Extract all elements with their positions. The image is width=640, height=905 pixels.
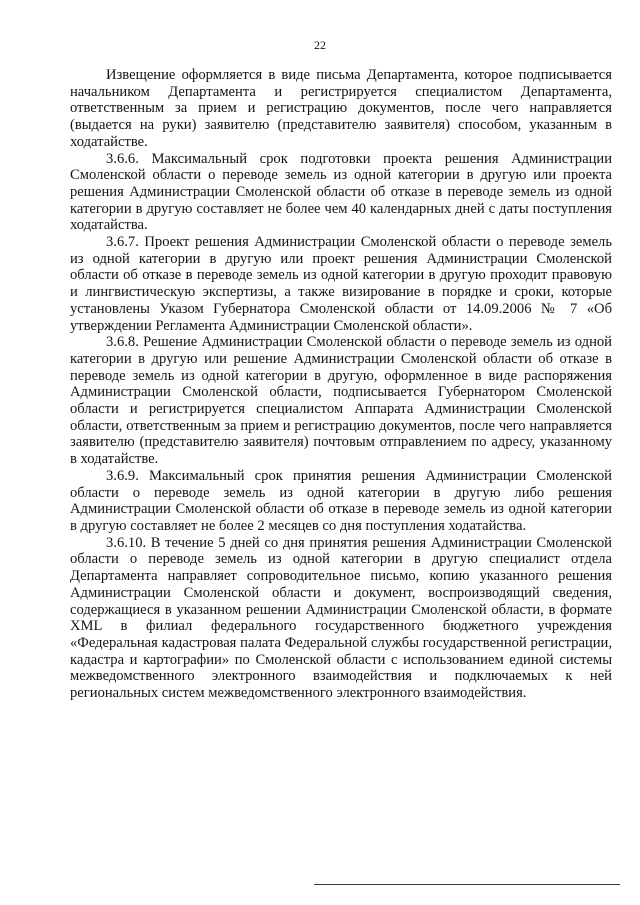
document-body [70, 67, 612, 702]
paragraph-3-6-6: 3.6.6. Максимальный срок подготовки проекта решения Администрации Смоленской области о переводе земель из одной категории в другую или проекта решения Администрации Смоленской области об отказе в переводе земель из одной категории в другую составляет не более чем 40 календарных дней с даты поступления ходатайства. [70, 150, 612, 234]
paragraph-3-6-8: 3.6.8. Решение Администрации Смоленской области о переводе земель из одной категории в другую или решение Администрации Смоленской области об отказе в переводе земель из одной категории в другую, оформленное в виде распоряжения Администрации Смоленской области, подписывается Губернатором Смоленской области и регистрируется специалистом Аппарата Администрации Смоленской области, ответственным за прием и регистрацию документов, после чего направляется заявителю (представителю заявителя) почтовым отправлением по адресу, указанному в ходатайстве. [70, 334, 612, 468]
bottom-rule [314, 884, 620, 885]
paragraph-notice: Извещение оформляется в виде письма Департамента, которое подписывается начальником Департамента и регистрируется специалистом Департамента, ответственным за прием и регистрацию документов, после чего направляется (выдается на руки) заявителю (представителю заявителя) способом, указанным в ходатайстве. [70, 67, 612, 150]
paragraph-3-6-7: 3.6.7. Проект решения Администрации Смоленской области о переводе земель из одной категории в другую или проект решения Администрации Смоленской области об отказе в переводе земель из одной категории в другую проходит правовую и лингвистическую экспертизы, а также визирование в порядке и сроки, которые установлены Указом Губернатора Смоленской области от 14.09.2006 № 7 «Об утверждении Регламента Администрации Смоленской области». [70, 234, 612, 334]
page-number: 22 [314, 38, 326, 52]
paragraph-3-6-10: 3.6.10. В течение 5 дней со дня принятия решения Администрации Смоленской области о переводе земель из одной категории в другую специалист отдела Департамента направляет сопроводительное письмо, копию указанного решения Администрации Смоленской области и документ, воспроизводящий сведения, содержащиеся в указанном решении Администрации Смоленской области, в формате XML в филиал федерального государственного бюджетного учреждения «Федеральная кадастровая палата Федеральной службы государственной регистрации, кадастра и картографии» по Смоленской области с использованием единой системы межведомственного электронного взаимодействия и подключаемых к ней региональных систем межведомственного электронного взаимодействия. [70, 534, 612, 702]
paragraph-3-6-9: 3.6.9. Максимальный срок принятия решения Администрации Смоленской области о переводе земель из одной категории в другую либо решения Администрации Смоленской области об отказе в переводе земель из одной категории в другую составляет не более 2 месяцев со дня поступления ходатайства. [70, 467, 612, 534]
